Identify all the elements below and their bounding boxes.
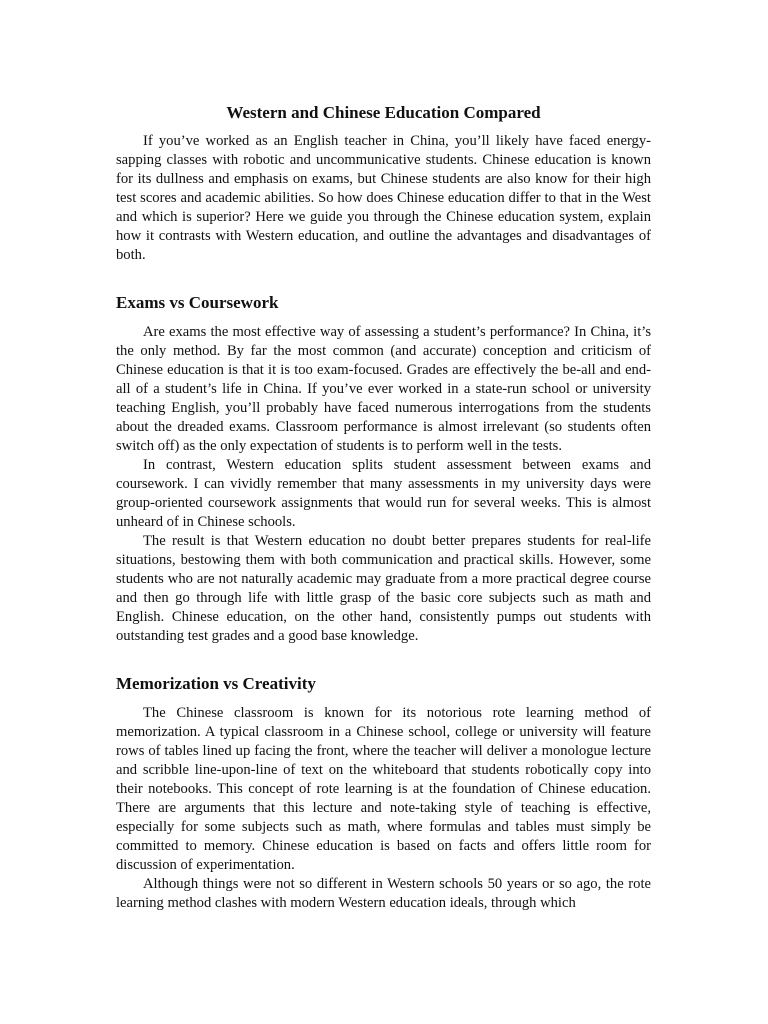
section-heading: Memorization vs Creativity <box>116 674 316 693</box>
section-exams-vs-coursework <box>116 291 651 646</box>
body-paragraph: In contrast, Western education splits student assessment between exams and coursework. I can vividly remember that many assessments in my university days were group-oriented coursework assignments that would run for several weeks. This is almost unheard of in Chinese schools. <box>116 457 651 530</box>
document-page <box>116 100 651 913</box>
body-paragraph: The result is that Western education no doubt better prepares students for real-life situations, bestowing them with both communication and practical skills. However, some students who are not naturally academic may graduate from a more practical degree course and then go through life with little grasp of the basic core subjects such as math and English. Chinese education, on the other hand, consistently pumps out students with outstanding test grades and a good base knowledge. <box>116 533 651 644</box>
body-paragraph: Are exams the most effective way of assessing a student’s performance? In China, it’s the only method. By far the most common (and accurate) conception and criticism of Chinese education is that it is too exam-focused. Grades are effectively the be-all and end-all of a student’s life in China. If you’ve ever worked in a state-run school or university teaching English, you’ll probably have faced numerous interrogations from the students about the dreaded exams. Classroom performance is almost irrelevant (so students often switch off) as the only expectation of students is to perform well in the tests. <box>116 324 651 454</box>
document-title: Western and Chinese Education Compared <box>226 103 541 122</box>
body-paragraph: Although things were not so different in Western schools 50 years or so ago, the rote learning method clashes with modern Western education ideals, through which <box>116 876 651 911</box>
section-memorization-vs-creativity <box>116 672 651 913</box>
intro-paragraph: If you’ve worked as an English teacher in China, you’ll likely have faced energy-sapping classes with robotic and uncommunicative students. Chinese education is known for its dullness and emphasis on exams, but Chinese students are also know for their high test scores and academic abilities. So how does Chinese education differ to that in the West and which is superior? Here we guide you through the Chinese education system, explain how it contrasts with Western education, and outline the advantages and disadvantages of both. <box>116 133 651 263</box>
section-heading: Exams vs Coursework <box>116 293 279 312</box>
body-paragraph: The Chinese classroom is known for its notorious rote learning method of memorization. A typical classroom in a Chinese school, college or university will feature rows of tables lined up facing the front, where the teacher will deliver a monologue lecture and scribble line-upon-line of text on the whiteboard that students robotically copy into their notebooks. This concept of rote learning is at the foundation of Chinese education. There are arguments that this lecture and note-taking style of teaching is effective, especially for some subjects such as math, where formulas and tables must simply be committed to memory. Chinese education is based on facts and offers little room for discussion of experimentation. <box>116 705 651 873</box>
